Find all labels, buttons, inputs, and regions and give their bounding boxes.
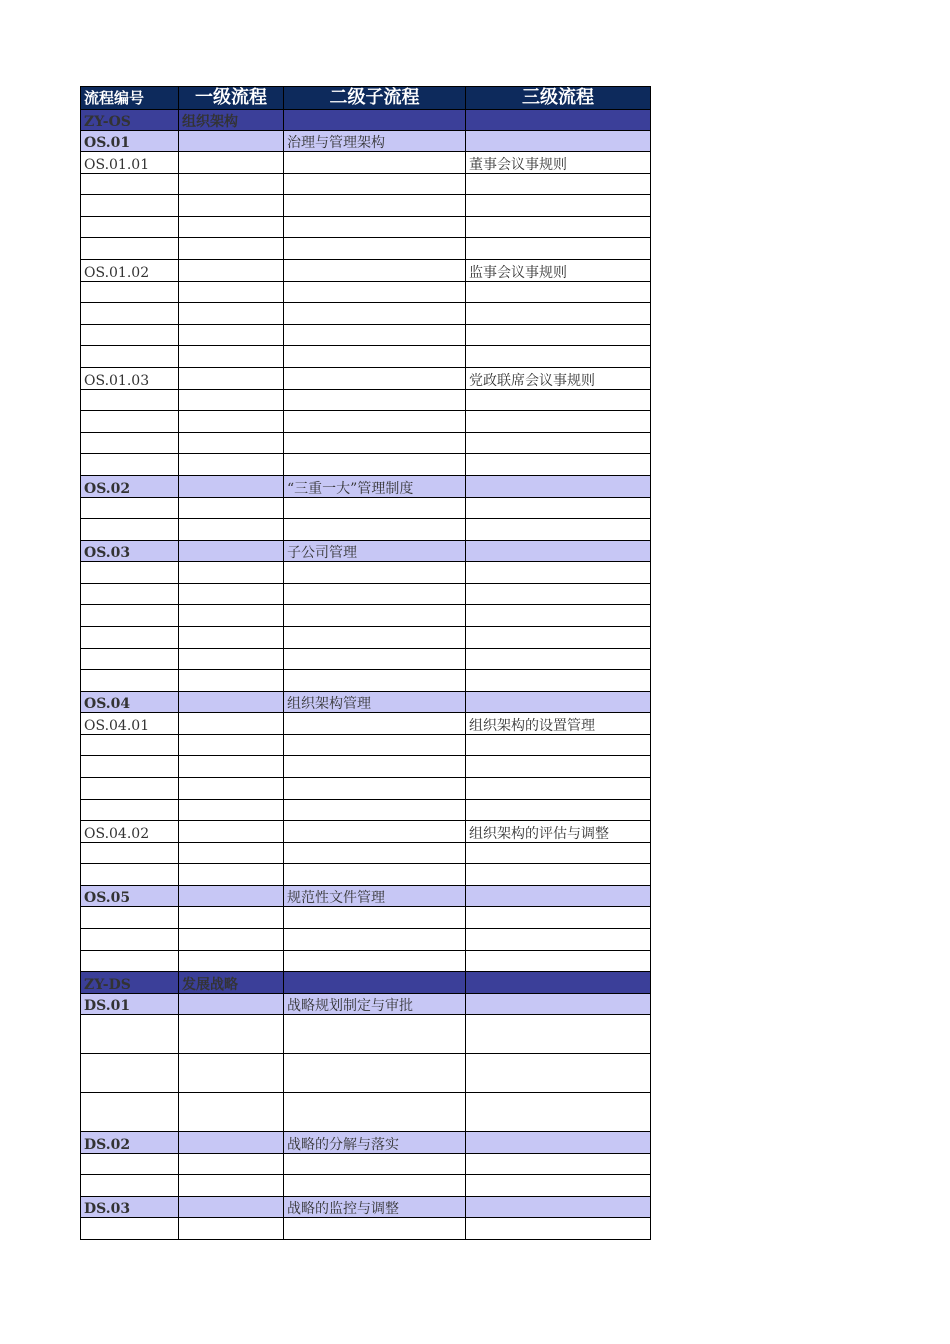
level1-cell <box>179 562 284 584</box>
level2-cell <box>284 152 466 174</box>
level3-cell <box>466 1197 651 1218</box>
level2-cell <box>284 1175 466 1197</box>
process-id-cell <box>81 1175 179 1197</box>
blank-row <box>81 929 651 951</box>
level3-row <box>81 821 651 843</box>
level1-cell <box>179 1093 284 1132</box>
blank-row <box>81 433 651 454</box>
level3-cell: 监事会议事规则 <box>466 260 651 282</box>
process-id-cell <box>81 929 179 951</box>
blank-row <box>81 649 651 670</box>
level1-cell <box>179 1054 284 1093</box>
category-row <box>81 110 651 131</box>
process-id-cell: DS.03 <box>81 1197 179 1218</box>
level1-cell <box>179 584 284 605</box>
level3-cell <box>466 778 651 800</box>
level2-cell: 战略的监控与调整 <box>284 1197 466 1218</box>
level1-cell <box>179 692 284 713</box>
level1-cell <box>179 1132 284 1154</box>
level3-cell: 董事会议事规则 <box>466 152 651 174</box>
level2-cell: 治理与管理架构 <box>284 131 466 152</box>
process-id-cell: ZY-DS <box>81 972 179 994</box>
level3-cell <box>466 562 651 584</box>
level1-cell <box>179 907 284 929</box>
process-id-cell: OS.01.03 <box>81 368 179 390</box>
level3-cell <box>466 886 651 907</box>
process-id-cell <box>81 325 179 346</box>
level1-cell <box>179 519 284 541</box>
blank-row <box>81 951 651 972</box>
level1-cell <box>179 454 284 476</box>
level1-cell <box>179 627 284 649</box>
process-id-cell <box>81 778 179 800</box>
level3-cell: 组织架构的设置管理 <box>466 713 651 735</box>
level3-cell <box>466 756 651 778</box>
level2-cell <box>284 735 466 756</box>
level2-cell <box>284 649 466 670</box>
process-id-cell <box>81 605 179 627</box>
process-id-cell <box>81 519 179 541</box>
blank-row <box>81 778 651 800</box>
level2-cell <box>284 821 466 843</box>
process-id-cell <box>81 195 179 217</box>
level2-cell <box>284 864 466 886</box>
level3-cell <box>466 627 651 649</box>
blank-row <box>81 195 651 217</box>
level1-cell <box>179 476 284 498</box>
level1-cell <box>179 325 284 346</box>
process-id-cell <box>81 756 179 778</box>
blank-row <box>81 303 651 325</box>
level3-cell <box>466 454 651 476</box>
process-id-cell <box>81 1054 179 1093</box>
process-id-cell <box>81 498 179 519</box>
level2-cell <box>284 260 466 282</box>
level3-cell <box>466 498 651 519</box>
level2-cell: 战略规划制定与审批 <box>284 994 466 1015</box>
process-id-cell: ZY-OS <box>81 110 179 131</box>
blank-row <box>81 756 651 778</box>
level1-cell <box>179 368 284 390</box>
level1-cell <box>179 843 284 864</box>
level2-row <box>81 994 651 1015</box>
level2-cell <box>284 605 466 627</box>
process-id-cell <box>81 907 179 929</box>
level3-cell <box>466 282 651 303</box>
level3-cell <box>466 110 651 131</box>
level1-cell <box>179 433 284 454</box>
level2-cell <box>284 433 466 454</box>
level3-cell <box>466 303 651 325</box>
process-id-cell <box>81 627 179 649</box>
level2-cell <box>284 110 466 131</box>
table-body <box>81 110 651 1240</box>
level2-row <box>81 886 651 907</box>
process-id-cell <box>81 1218 179 1240</box>
header-level2: 二级子流程 <box>284 87 466 110</box>
blank-row <box>81 1154 651 1175</box>
level1-cell <box>179 174 284 195</box>
level2-cell <box>284 843 466 864</box>
level3-cell <box>466 1154 651 1175</box>
level1-cell <box>179 1218 284 1240</box>
process-id-cell <box>81 217 179 238</box>
level3-cell <box>466 476 651 498</box>
process-id-cell <box>81 649 179 670</box>
level1-cell <box>179 735 284 756</box>
level1-cell <box>179 670 284 692</box>
header-process-id: 流程编号 <box>81 87 179 110</box>
level1-cell <box>179 303 284 325</box>
level3-cell <box>466 929 651 951</box>
level1-cell <box>179 800 284 821</box>
level2-cell <box>284 519 466 541</box>
level1-cell <box>179 131 284 152</box>
header-level1: 一级流程 <box>179 87 284 110</box>
level2-row <box>81 692 651 713</box>
level2-row <box>81 131 651 152</box>
blank-row <box>81 1015 651 1054</box>
blank-row <box>81 411 651 433</box>
level2-cell <box>284 972 466 994</box>
level3-cell <box>466 649 651 670</box>
blank-row <box>81 390 651 411</box>
process-id-cell: OS.01 <box>81 131 179 152</box>
process-table <box>80 86 651 1240</box>
level1-cell <box>179 498 284 519</box>
level1-cell <box>179 756 284 778</box>
level3-cell <box>466 411 651 433</box>
process-id-cell <box>81 951 179 972</box>
level2-cell <box>284 195 466 217</box>
blank-row <box>81 605 651 627</box>
level2-cell <box>284 562 466 584</box>
process-id-cell <box>81 584 179 605</box>
blank-row <box>81 562 651 584</box>
blank-row <box>81 346 651 368</box>
level3-cell <box>466 325 651 346</box>
blank-row <box>81 454 651 476</box>
blank-row <box>81 174 651 195</box>
level3-cell <box>466 735 651 756</box>
level2-cell <box>284 778 466 800</box>
level1-cell <box>179 605 284 627</box>
level3-cell <box>466 800 651 821</box>
level3-cell <box>466 843 651 864</box>
level3-row <box>81 260 651 282</box>
level2-cell <box>284 217 466 238</box>
table-header <box>81 87 651 110</box>
process-id-cell <box>81 174 179 195</box>
level1-cell: 发展战略 <box>179 972 284 994</box>
level2-row <box>81 541 651 562</box>
level3-cell <box>466 951 651 972</box>
level1-cell <box>179 152 284 174</box>
blank-row <box>81 843 651 864</box>
process-id-cell <box>81 1154 179 1175</box>
level2-cell <box>284 929 466 951</box>
level3-cell <box>466 994 651 1015</box>
level1-cell <box>179 238 284 260</box>
process-id-cell <box>81 238 179 260</box>
level2-cell <box>284 325 466 346</box>
level2-cell <box>284 282 466 303</box>
level1-cell <box>179 195 284 217</box>
level1-cell: 组织架构 <box>179 110 284 131</box>
level3-cell <box>466 195 651 217</box>
level3-cell <box>466 346 651 368</box>
level3-cell <box>466 433 651 454</box>
level2-cell <box>284 756 466 778</box>
level3-cell <box>466 541 651 562</box>
process-id-cell <box>81 390 179 411</box>
level1-cell <box>179 1197 284 1218</box>
blank-row <box>81 907 651 929</box>
level2-cell <box>284 907 466 929</box>
blank-row <box>81 627 651 649</box>
blank-row <box>81 217 651 238</box>
level1-cell <box>179 1154 284 1175</box>
blank-row <box>81 1054 651 1093</box>
level1-cell <box>179 929 284 951</box>
level2-cell <box>284 584 466 605</box>
level1-cell <box>179 1015 284 1054</box>
level3-cell <box>466 174 651 195</box>
process-id-cell: DS.01 <box>81 994 179 1015</box>
level3-row <box>81 152 651 174</box>
level2-row <box>81 1132 651 1154</box>
level3-cell: 党政联席会议事规则 <box>466 368 651 390</box>
level1-cell <box>179 649 284 670</box>
level2-cell <box>284 454 466 476</box>
level3-cell <box>466 1175 651 1197</box>
blank-row <box>81 325 651 346</box>
process-id-cell <box>81 800 179 821</box>
level3-cell <box>466 605 651 627</box>
blank-row <box>81 800 651 821</box>
level3-cell <box>466 692 651 713</box>
level2-cell <box>284 670 466 692</box>
process-id-cell <box>81 411 179 433</box>
level2-cell: 子公司管理 <box>284 541 466 562</box>
level2-cell <box>284 390 466 411</box>
level2-row <box>81 476 651 498</box>
level3-cell <box>466 584 651 605</box>
process-id-cell: OS.01.01 <box>81 152 179 174</box>
level2-cell <box>284 498 466 519</box>
level1-cell <box>179 390 284 411</box>
level3-cell <box>466 1015 651 1054</box>
blank-row <box>81 1093 651 1132</box>
process-id-cell: OS.04.02 <box>81 821 179 843</box>
process-id-cell: OS.02 <box>81 476 179 498</box>
level3-cell <box>466 1093 651 1132</box>
level3-cell <box>466 519 651 541</box>
blank-row <box>81 864 651 886</box>
process-id-cell: OS.04 <box>81 692 179 713</box>
level2-cell <box>284 1218 466 1240</box>
level2-cell <box>284 368 466 390</box>
level3-cell <box>466 1132 651 1154</box>
level2-cell <box>284 951 466 972</box>
level2-cell <box>284 174 466 195</box>
level3-row <box>81 368 651 390</box>
process-id-cell <box>81 670 179 692</box>
process-id-cell: OS.01.02 <box>81 260 179 282</box>
level2-row <box>81 1197 651 1218</box>
level2-cell: 规范性文件管理 <box>284 886 466 907</box>
level3-cell <box>466 907 651 929</box>
level2-cell <box>284 627 466 649</box>
blank-row <box>81 584 651 605</box>
process-id-cell <box>81 1093 179 1132</box>
level2-cell <box>284 800 466 821</box>
level3-cell <box>466 131 651 152</box>
level2-cell <box>284 238 466 260</box>
blank-row <box>81 1218 651 1240</box>
level3-cell <box>466 217 651 238</box>
category-row <box>81 972 651 994</box>
blank-row <box>81 282 651 303</box>
process-id-cell <box>81 735 179 756</box>
level1-cell <box>179 541 284 562</box>
process-id-cell <box>81 346 179 368</box>
level1-cell <box>179 864 284 886</box>
level1-cell <box>179 951 284 972</box>
level2-cell <box>284 1154 466 1175</box>
level3-cell: 组织架构的评估与调整 <box>466 821 651 843</box>
level1-cell <box>179 282 284 303</box>
level2-cell: “三重一大”管理制度 <box>284 476 466 498</box>
level2-cell: 战略的分解与落实 <box>284 1132 466 1154</box>
process-id-cell: OS.05 <box>81 886 179 907</box>
level1-cell <box>179 778 284 800</box>
blank-row <box>81 1175 651 1197</box>
level1-cell <box>179 411 284 433</box>
level2-cell <box>284 713 466 735</box>
level3-row <box>81 713 651 735</box>
header-row <box>81 87 651 110</box>
level3-cell <box>466 238 651 260</box>
level1-cell <box>179 1175 284 1197</box>
process-id-cell: OS.04.01 <box>81 713 179 735</box>
level1-cell <box>179 217 284 238</box>
process-id-cell <box>81 864 179 886</box>
level3-cell <box>466 972 651 994</box>
process-id-cell <box>81 454 179 476</box>
process-id-cell <box>81 433 179 454</box>
level2-cell: 组织架构管理 <box>284 692 466 713</box>
level2-cell <box>284 1015 466 1054</box>
level3-cell <box>466 1218 651 1240</box>
blank-row <box>81 670 651 692</box>
process-id-cell: DS.02 <box>81 1132 179 1154</box>
level2-cell <box>284 346 466 368</box>
process-id-cell <box>81 562 179 584</box>
level1-cell <box>179 260 284 282</box>
process-id-cell: OS.03 <box>81 541 179 562</box>
level2-cell <box>284 1093 466 1132</box>
level3-cell <box>466 670 651 692</box>
header-level3: 三级流程 <box>466 87 651 110</box>
level2-cell <box>284 1054 466 1093</box>
level1-cell <box>179 821 284 843</box>
level3-cell <box>466 1054 651 1093</box>
level1-cell <box>179 346 284 368</box>
blank-row <box>81 238 651 260</box>
blank-row <box>81 519 651 541</box>
level3-cell <box>466 390 651 411</box>
level2-cell <box>284 303 466 325</box>
process-id-cell <box>81 282 179 303</box>
level3-cell <box>466 864 651 886</box>
level1-cell <box>179 994 284 1015</box>
blank-row <box>81 498 651 519</box>
level1-cell <box>179 886 284 907</box>
process-id-cell <box>81 843 179 864</box>
process-id-cell <box>81 1015 179 1054</box>
blank-row <box>81 735 651 756</box>
level1-cell <box>179 713 284 735</box>
level2-cell <box>284 411 466 433</box>
process-id-cell <box>81 303 179 325</box>
